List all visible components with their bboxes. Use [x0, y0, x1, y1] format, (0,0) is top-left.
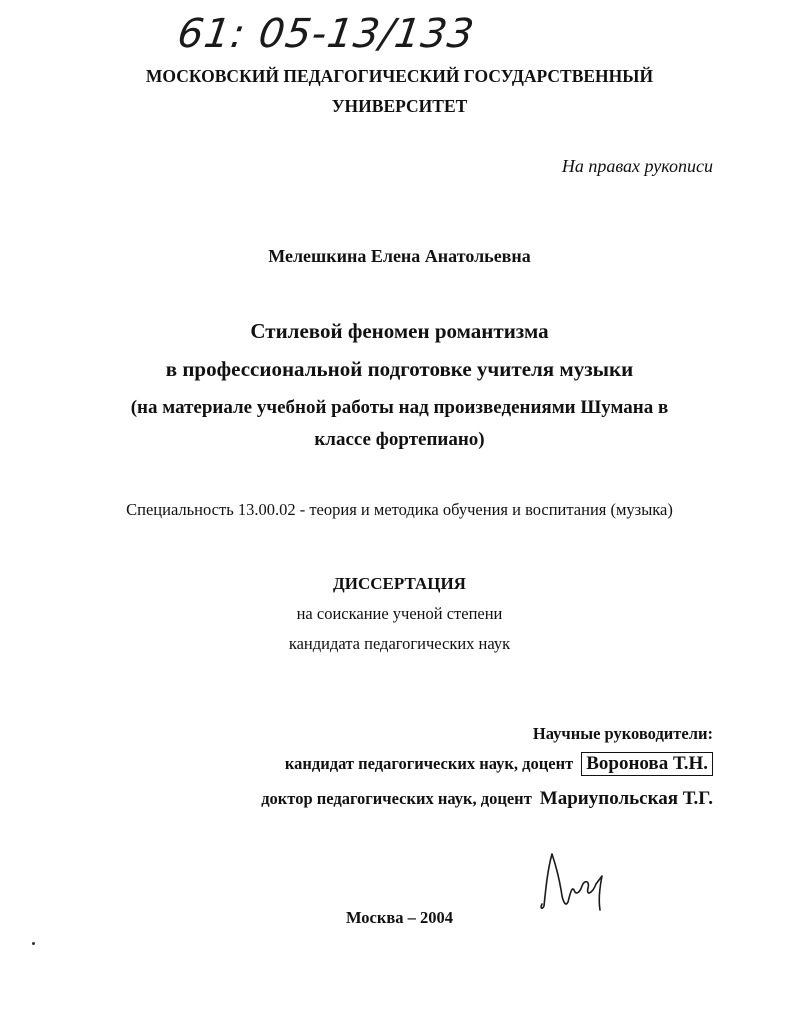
supervisor-2-degree: доктор педагогических наук, доцент: [261, 789, 532, 808]
degree-line1: на соискание ученой степени: [296, 604, 503, 623]
dissertation-heading: ДИССЕРТАЦИЯ: [333, 574, 466, 593]
supervisors-heading: Научные руководители:: [532, 724, 713, 743]
university-name-line2: УНИВЕРСИТЕТ: [331, 96, 468, 116]
supervisor-1-name: Воронова Т.Н.: [581, 752, 713, 776]
supervisor-2-name: Мариупольская Т.Г.: [539, 788, 713, 809]
handwritten-signature: [538, 846, 618, 916]
supervisor-1-degree: кандидат педагогических наук, доцент: [284, 754, 574, 773]
university-name-line1: МОСКОВСКИЙ ПЕДАГОГИЧЕСКИЙ ГОСУДАРСТВЕННЫЙ: [145, 66, 654, 86]
title-line4: классе фортепиано): [314, 429, 485, 450]
title-line1: Стилевой феномен романтизма: [250, 319, 549, 343]
supervisor-row-1: [285, 752, 713, 776]
manuscript-rights-note: На правах рукописи: [561, 156, 713, 176]
supervisor-row-2: [261, 788, 713, 810]
degree-line2: кандидата педагогических наук: [288, 634, 511, 653]
title-line3: (на материале учебной работы над произведениями Шумана в: [130, 397, 669, 418]
author-name: Мелешкина Елена Анатольевна: [268, 246, 531, 266]
handwritten-archive-code: 61: 05-13/133: [174, 11, 478, 57]
title-line2: в профессиональной подготовке учителя музыки: [165, 357, 634, 381]
specialty-line: Специальность 13.00.02 - теория и методика обучения и воспитания (музыка): [126, 500, 673, 519]
scan-speck: [32, 942, 35, 945]
city-year: Москва – 2004: [345, 908, 454, 927]
